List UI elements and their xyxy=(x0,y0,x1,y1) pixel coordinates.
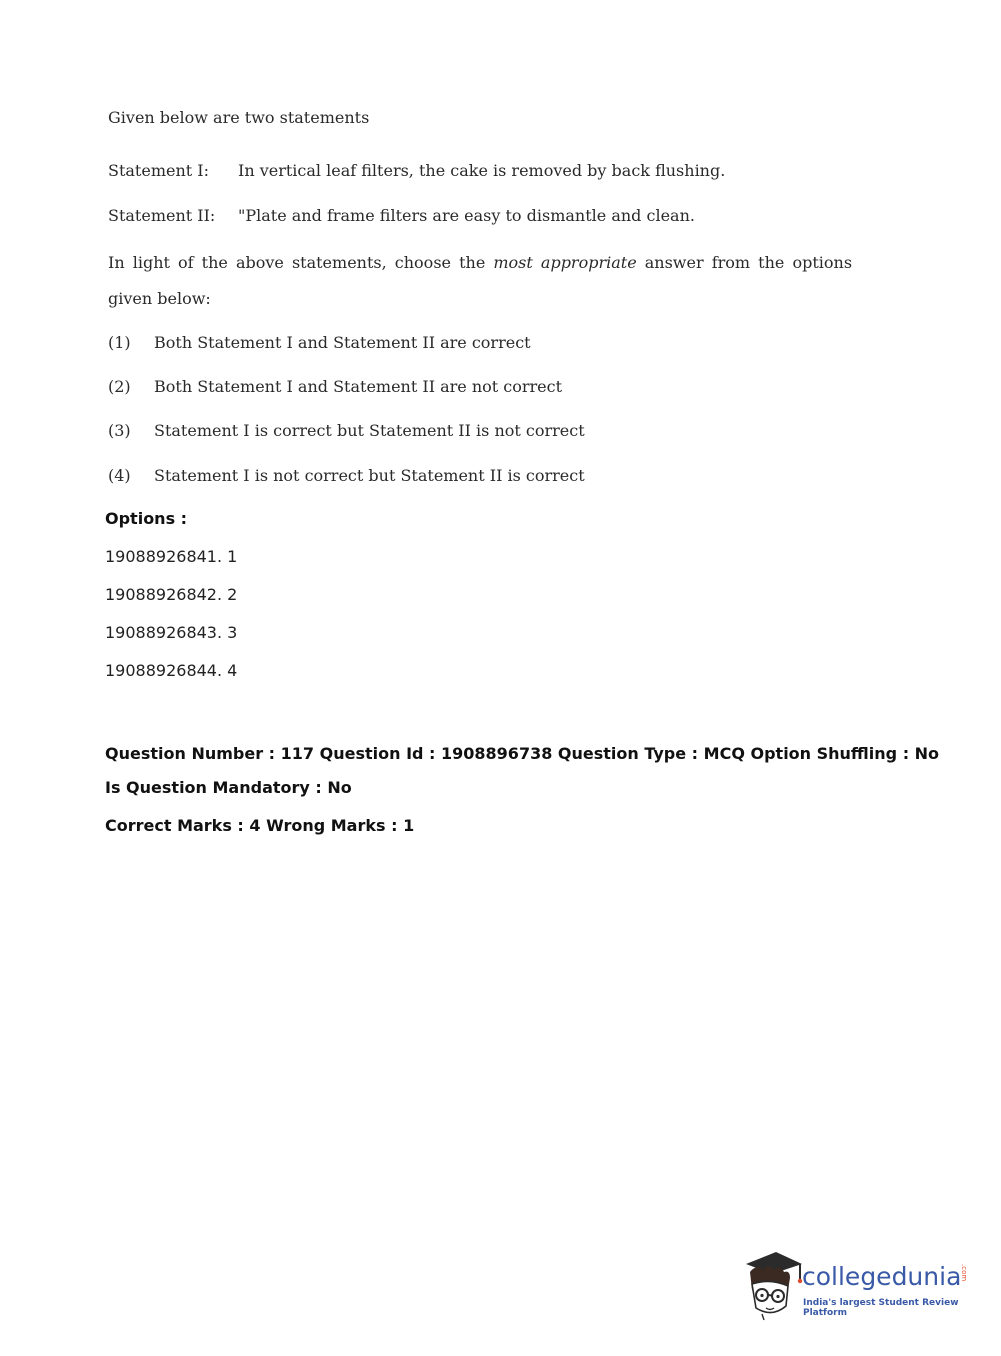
statement-2 xyxy=(0,206,1001,228)
choice-2-number: (2) xyxy=(108,377,131,396)
option-item-4: 19088926844. 4 xyxy=(105,661,238,680)
instruction-emphasis: most appropriate xyxy=(493,253,637,272)
question-meta-line-3: Correct Marks : 4 Wrong Marks : 1 xyxy=(105,816,415,835)
instruction-line-1 xyxy=(108,253,852,272)
choice-2-text: Both Statement I and Statement II are not correct xyxy=(154,377,563,396)
statement-2-label: Statement II: xyxy=(108,206,216,225)
choice-3 xyxy=(108,421,585,440)
question-meta-line-1: Question Number : 117 Question Id : 1908896738 Question Type : MCQ Option Shuffling : No xyxy=(105,744,940,763)
choice-4 xyxy=(108,466,585,485)
collegedunia-logo xyxy=(742,1250,972,1325)
instruction-line-2: given below: xyxy=(108,289,211,308)
choice-2 xyxy=(108,377,562,396)
question-intro: Given below are two statements xyxy=(108,108,370,127)
choice-1-text: Both Statement I and Statement II are correct xyxy=(154,333,531,352)
mascot-icon xyxy=(742,1250,804,1322)
instruction-post: answer from the options xyxy=(644,253,853,272)
choice-3-text: Statement I is correct but Statement II is not correct xyxy=(154,421,585,440)
logo-tagline: India's largest Student Review Platform xyxy=(803,1298,959,1318)
option-item-3: 19088926843. 3 xyxy=(105,623,238,642)
statement-1 xyxy=(0,161,1001,183)
statement-2-text: "Plate and frame filters are easy to dismantle and clean. xyxy=(238,206,695,225)
instruction-pre: In light of the above statements, choose the xyxy=(108,253,486,272)
statement-1-text: In vertical leaf filters, the cake is removed by back flushing. xyxy=(238,161,726,180)
choice-1-number: (1) xyxy=(108,333,131,352)
choice-4-text: Statement I is not correct but Statement II is correct xyxy=(154,466,585,485)
question-meta-line-2: Is Question Mandatory : No xyxy=(105,778,352,797)
choice-3-number: (3) xyxy=(108,421,131,440)
option-item-1: 19088926841. 1 xyxy=(105,547,238,566)
choice-1 xyxy=(108,333,531,352)
choice-4-number: (4) xyxy=(108,466,131,485)
options-heading: Options : xyxy=(105,509,188,528)
logo-dotcom: .com xyxy=(960,1264,968,1282)
statement-1-label: Statement I: xyxy=(108,161,209,180)
logo-wordmark: collegedunia xyxy=(802,1262,962,1291)
option-item-2: 19088926842. 2 xyxy=(105,585,238,604)
